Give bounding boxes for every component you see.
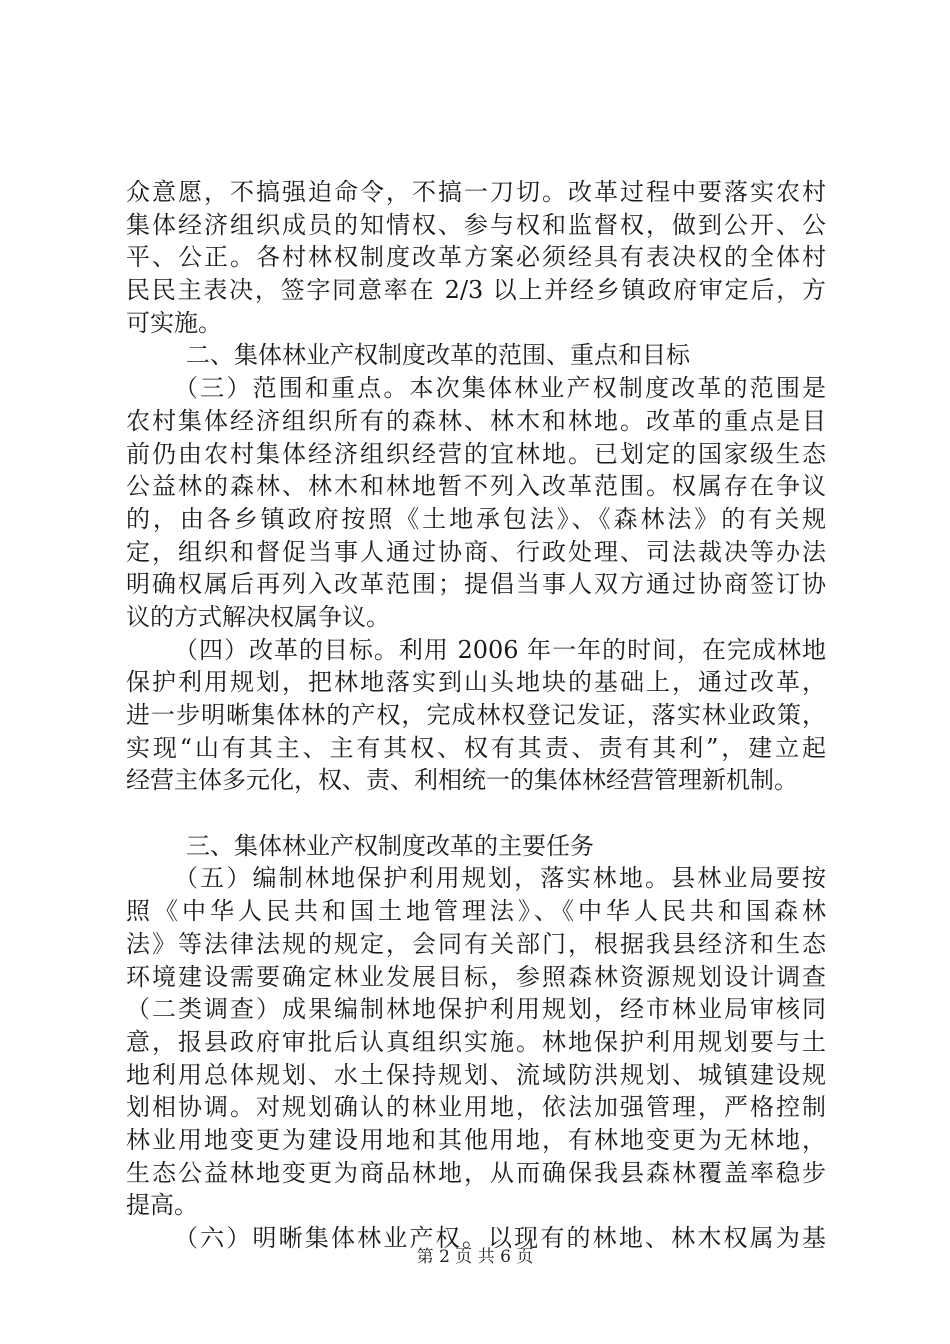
text-line: 实现“山有其主、主有其权、权有其责、责有其利”，建立起 xyxy=(126,733,826,762)
paragraph-reform-goal xyxy=(126,634,826,797)
text-line: 环境建设需要确定林业发展目标，参照森林资源规划设计调查 xyxy=(126,962,826,991)
text-line: 意，报县政府审批后认真组织实施。林地保护利用规划要与土 xyxy=(126,1027,826,1056)
paragraph-forest-land-plan xyxy=(126,862,826,1222)
text-line: 的，由各乡镇政府按照《土地承包法》、《森林法》的有关规 xyxy=(126,504,826,533)
text-line: 经营主体多元化，权、责、利相统一的集体林经营管理新机制。 xyxy=(126,766,798,795)
text-line: 可实施。 xyxy=(126,308,222,337)
text-line: 公益林的森林、林木和林地暂不列入改革范围。权属存在争议 xyxy=(126,472,826,501)
section-heading-3: 三、集体林业产权制度改革的主要任务 xyxy=(186,831,594,860)
text-line: 前仍由农村集体经济组织经营的宜林地。已划定的国家级生态 xyxy=(126,439,826,468)
paragraph-continuation xyxy=(126,176,826,339)
text-line: 定，组织和督促当事人通过协商、行政处理、司法裁决等办法 xyxy=(126,537,826,566)
text-line: 保护利用规划，把林地落实到山头地块的基础上，通过改革， xyxy=(126,668,826,697)
text-line: （三）范围和重点。本次集体林业产权制度改革的范围是 xyxy=(174,374,826,403)
text-line: 提高。 xyxy=(126,1191,198,1220)
text-line: 平、公正。各村林权制度改革方案必须经具有表决权的全体村 xyxy=(126,243,826,272)
text-line: 生态公益林地变更为商品林地，从而确保我县森林覆盖率稳步 xyxy=(126,1158,826,1187)
text-line: （四）改革的目标。利用 2006 年一年的时间，在完成林地 xyxy=(174,635,826,664)
text-line: 议的方式解决权属争议。 xyxy=(126,602,390,631)
document-body xyxy=(126,176,826,1255)
text-line: 进一步明晰集体林的产权，完成林权登记发证，落实林业政策， xyxy=(126,701,826,729)
text-line: 集体经济组织成员的知情权、参与权和监督权，做到公开、公 xyxy=(126,210,826,239)
text-line: 农村集体经济组织所有的森林、林木和林地。改革的重点是目 xyxy=(126,406,826,435)
text-line: 民民主表决，签字同意率在 2/3 以上并经乡镇政府审定后，方 xyxy=(126,276,826,305)
text-line: 法》等法律法规的规定，会同有关部门，根据我县经济和生态 xyxy=(126,929,826,958)
blank-line xyxy=(126,797,826,830)
text-line: 林业用地变更为建设用地和其他用地，有林地变更为无林地， xyxy=(126,1125,826,1154)
paragraph-scope-and-focus xyxy=(126,372,826,634)
text-line: 明确权属后再列入改革范围；提倡当事人双方通过协商签订协 xyxy=(126,570,826,599)
text-line: （五）编制林地保护利用规划，落实林地。县林业局要按 xyxy=(174,864,826,893)
text-line: 众意愿，不搞强迫命令，不搞一刀切。改革过程中要落实农村 xyxy=(126,178,826,206)
text-line: 照《中华人民共和国土地管理法》、《中华人民共和国森林 xyxy=(126,897,826,926)
page-number-footer: 第 2 页 共 6 页 xyxy=(416,1247,534,1267)
text-line: 地利用总体规划、水土保持规划、流域防洪规划、城镇建设规 xyxy=(126,1060,826,1089)
text-line: （六）明晰集体林业产权。以现有的林地、林木权属为基 xyxy=(174,1224,826,1252)
text-line: 划相协调。对规划确认的林业用地，依法加强管理，严格控制 xyxy=(126,1093,826,1122)
text-line: （二类调查）成果编制林地保护利用规划，经市林业局审核同 xyxy=(126,995,826,1024)
section-heading-2: 二、集体林业产权制度改革的范围、重点和目标 xyxy=(186,341,690,370)
